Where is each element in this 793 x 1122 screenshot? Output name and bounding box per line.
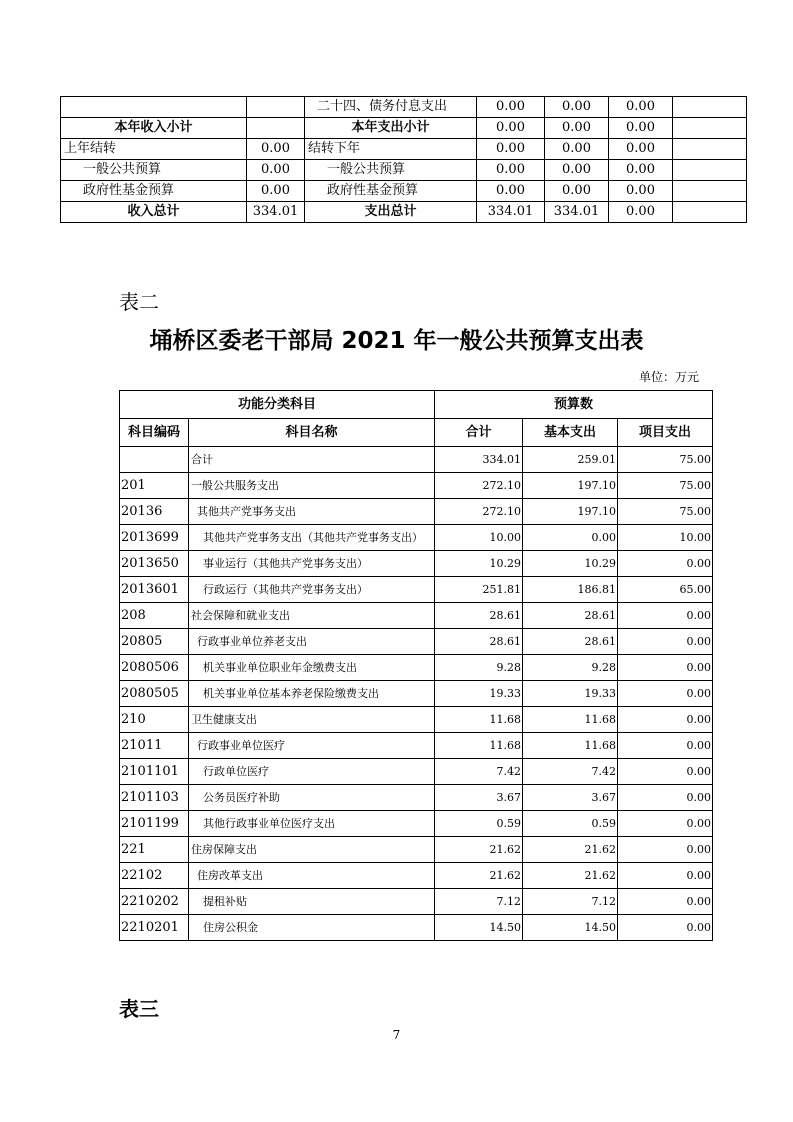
income-item: 一般公共预算 (61, 160, 247, 181)
income-amount: 334.01 (247, 202, 305, 223)
expense-total: 0.00 (477, 181, 545, 202)
row-name: 行政事业单位养老支出 (189, 629, 435, 655)
row-project: 0.00 (618, 811, 713, 837)
table-label: 表二 (119, 290, 159, 314)
header-functional-classification: 功能分类科目 (120, 391, 435, 419)
row-total: 28.61 (435, 629, 523, 655)
income-item: 上年结转 (61, 139, 247, 160)
expense-project: 0.00 (609, 202, 673, 223)
unit-label: 单位：万元 (638, 370, 699, 384)
expense-total: 0.00 (477, 97, 545, 118)
row-basic: 11.68 (523, 707, 618, 733)
header-total: 合计 (435, 419, 523, 447)
table-row (120, 577, 713, 603)
table-row (120, 707, 713, 733)
row-total: 28.61 (435, 603, 523, 629)
table-row (120, 551, 713, 577)
expense-total: 334.01 (477, 202, 545, 223)
row-project: 0.00 (618, 733, 713, 759)
row-name: 机关事业单位职业年金缴费支出 (189, 655, 435, 681)
header-code: 科目编码 (120, 419, 189, 447)
row-name: 社会保障和就业支出 (189, 603, 435, 629)
table-row (61, 97, 747, 118)
row-code: 201 (120, 473, 189, 499)
table-row (120, 525, 713, 551)
row-basic: 10.29 (523, 551, 618, 577)
row-total: 0.59 (435, 811, 523, 837)
expense-project: 0.00 (609, 181, 673, 202)
row-code: 22102 (120, 863, 189, 889)
row-basic: 7.42 (523, 759, 618, 785)
extra-cell (673, 118, 747, 139)
extra-cell (673, 139, 747, 160)
row-basic: 197.10 (523, 499, 618, 525)
expense-project: 0.00 (609, 139, 673, 160)
row-basic: 186.81 (523, 577, 618, 603)
row-code: 20805 (120, 629, 189, 655)
row-basic: 259.01 (523, 447, 618, 473)
expense-project: 0.00 (609, 118, 673, 139)
table-row (120, 473, 713, 499)
row-code: 2013650 (120, 551, 189, 577)
row-total: 11.68 (435, 707, 523, 733)
expense-item: 一般公共预算 (305, 160, 477, 181)
row-total: 14.50 (435, 915, 523, 941)
row-code: 2080505 (120, 681, 189, 707)
table-row (120, 681, 713, 707)
row-total: 19.33 (435, 681, 523, 707)
row-project: 0.00 (618, 707, 713, 733)
row-name: 行政事业单位医疗 (189, 733, 435, 759)
row-name: 其他行政事业单位医疗支出 (189, 811, 435, 837)
table-row (120, 915, 713, 941)
table-row (120, 889, 713, 915)
expense-item: 政府性基金预算 (305, 181, 477, 202)
table-row (120, 785, 713, 811)
table-label-3: 表三 (119, 997, 159, 1021)
row-name: 卫生健康支出 (189, 707, 435, 733)
row-basic: 197.10 (523, 473, 618, 499)
header-basic: 基本支出 (523, 419, 618, 447)
expense-project: 0.00 (609, 160, 673, 181)
table-row (120, 603, 713, 629)
row-project: 75.00 (618, 499, 713, 525)
expense-basic: 0.00 (545, 181, 609, 202)
table-title: 埇桥区委老干部局 2021 年一般公共预算支出表 (149, 328, 644, 354)
row-code (120, 447, 189, 473)
row-code: 2210202 (120, 889, 189, 915)
expense-item: 结转下年 (305, 139, 477, 160)
table-row (120, 863, 713, 889)
row-project: 0.00 (618, 915, 713, 941)
row-code: 21011 (120, 733, 189, 759)
row-project: 10.00 (618, 525, 713, 551)
row-code: 208 (120, 603, 189, 629)
expense-basic: 0.00 (545, 139, 609, 160)
income-amount: 0.00 (247, 160, 305, 181)
income-amount (247, 118, 305, 139)
row-basic: 28.61 (523, 603, 618, 629)
table-row (120, 447, 713, 473)
income-item: 本年收入小计 (61, 118, 247, 139)
header-row (120, 419, 713, 447)
extra-cell (673, 181, 747, 202)
extra-cell (673, 97, 747, 118)
expense-project: 0.00 (609, 97, 673, 118)
row-code: 20136 (120, 499, 189, 525)
row-project: 65.00 (618, 577, 713, 603)
row-basic: 0.00 (523, 525, 618, 551)
extra-cell (673, 202, 747, 223)
row-code: 2101199 (120, 811, 189, 837)
row-name: 其他共产党事务支出（其他共产党事务支出） (189, 525, 435, 551)
row-project: 0.00 (618, 889, 713, 915)
row-total: 272.10 (435, 473, 523, 499)
row-code: 2101101 (120, 759, 189, 785)
income-amount (247, 97, 305, 118)
row-project: 0.00 (618, 837, 713, 863)
expense-basic: 0.00 (545, 118, 609, 139)
row-name: 行政单位医疗 (189, 759, 435, 785)
row-name: 行政运行（其他共产党事务支出） (189, 577, 435, 603)
row-name: 住房公积金 (189, 915, 435, 941)
table-row (120, 811, 713, 837)
expense-basic: 0.00 (545, 97, 609, 118)
row-basic: 28.61 (523, 629, 618, 655)
header-row-group (120, 391, 713, 419)
row-code: 2101103 (120, 785, 189, 811)
table-row (61, 202, 747, 223)
row-total: 251.81 (435, 577, 523, 603)
header-budget-amount: 预算数 (435, 391, 713, 419)
table-row (61, 160, 747, 181)
row-project: 75.00 (618, 473, 713, 499)
expense-total: 0.00 (477, 160, 545, 181)
row-project: 0.00 (618, 759, 713, 785)
expense-item: 本年支出小计 (305, 118, 477, 139)
row-basic: 14.50 (523, 915, 618, 941)
expense-total: 0.00 (477, 118, 545, 139)
row-name: 机关事业单位基本养老保险缴费支出 (189, 681, 435, 707)
table-row (61, 118, 747, 139)
table-row (120, 499, 713, 525)
row-name: 提租补贴 (189, 889, 435, 915)
table-row (61, 139, 747, 160)
header-project: 项目支出 (618, 419, 713, 447)
expense-item: 支出总计 (305, 202, 477, 223)
header-name: 科目名称 (189, 419, 435, 447)
expense-basic: 0.00 (545, 160, 609, 181)
row-basic: 19.33 (523, 681, 618, 707)
row-basic: 0.59 (523, 811, 618, 837)
row-name: 公务员医疗补助 (189, 785, 435, 811)
income-item: 政府性基金预算 (61, 181, 247, 202)
expense-basic: 334.01 (545, 202, 609, 223)
expense-total: 0.00 (477, 139, 545, 160)
row-total: 3.67 (435, 785, 523, 811)
expense-item: 二十四、债务付息支出 (305, 97, 477, 118)
row-total: 272.10 (435, 499, 523, 525)
income-item: 收入总计 (61, 202, 247, 223)
row-total: 11.68 (435, 733, 523, 759)
row-total: 7.42 (435, 759, 523, 785)
revenue-expenditure-table (60, 96, 747, 223)
row-basic: 11.68 (523, 733, 618, 759)
row-name: 合计 (189, 447, 435, 473)
row-project: 0.00 (618, 603, 713, 629)
income-amount: 0.00 (247, 181, 305, 202)
table-row (120, 837, 713, 863)
row-basic: 7.12 (523, 889, 618, 915)
budget-expenditure-table (119, 390, 713, 941)
row-project: 0.00 (618, 629, 713, 655)
row-total: 21.62 (435, 837, 523, 863)
row-code: 2013601 (120, 577, 189, 603)
row-name: 住房保障支出 (189, 837, 435, 863)
row-name: 一般公共服务支出 (189, 473, 435, 499)
row-total: 334.01 (435, 447, 523, 473)
row-total: 7.12 (435, 889, 523, 915)
row-total: 9.28 (435, 655, 523, 681)
row-basic: 21.62 (523, 863, 618, 889)
row-name: 住房改革支出 (189, 863, 435, 889)
row-name: 其他共产党事务支出 (189, 499, 435, 525)
table-row (120, 759, 713, 785)
row-code: 2210201 (120, 915, 189, 941)
row-code: 210 (120, 707, 189, 733)
row-basic: 9.28 (523, 655, 618, 681)
row-project: 0.00 (618, 655, 713, 681)
row-project: 0.00 (618, 785, 713, 811)
row-code: 2080506 (120, 655, 189, 681)
row-total: 10.00 (435, 525, 523, 551)
row-basic: 3.67 (523, 785, 618, 811)
row-project: 0.00 (618, 681, 713, 707)
page-number: 7 (392, 1028, 401, 1042)
table-row (61, 181, 747, 202)
row-total: 21.62 (435, 863, 523, 889)
row-basic: 21.62 (523, 837, 618, 863)
table-row (120, 629, 713, 655)
income-amount: 0.00 (247, 139, 305, 160)
row-project: 0.00 (618, 551, 713, 577)
row-total: 10.29 (435, 551, 523, 577)
row-code: 221 (120, 837, 189, 863)
row-name: 事业运行（其他共产党事务支出） (189, 551, 435, 577)
income-item (61, 97, 247, 118)
row-project: 0.00 (618, 863, 713, 889)
row-code: 2013699 (120, 525, 189, 551)
table-row (120, 733, 713, 759)
extra-cell (673, 160, 747, 181)
row-project: 75.00 (618, 447, 713, 473)
table-row (120, 655, 713, 681)
